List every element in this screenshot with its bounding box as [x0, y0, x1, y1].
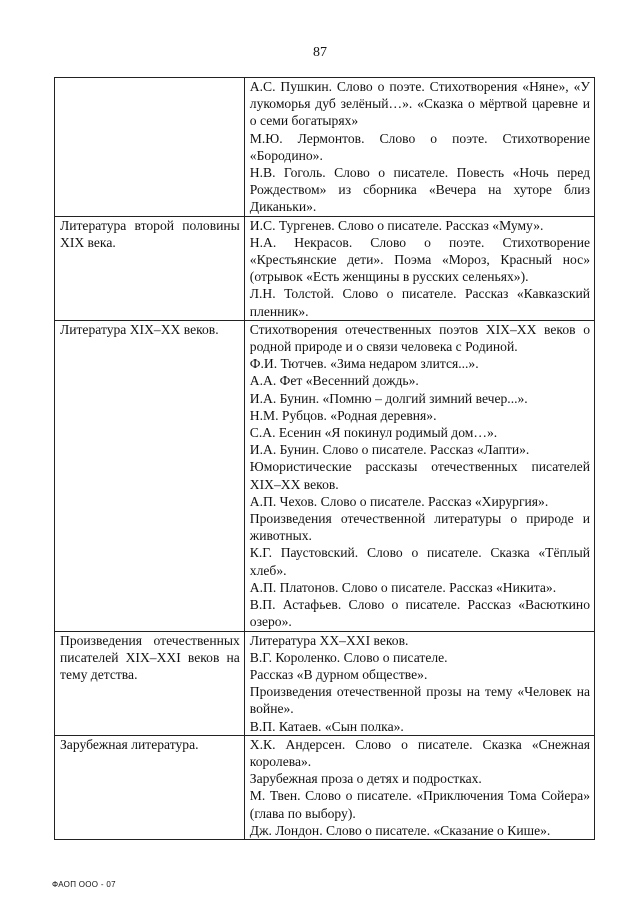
content-paragraph: А.П. Чехов. Слово о писателе. Рассказ «Хирургия». — [249, 493, 549, 509]
content-paragraph: Стихотворения отечественных поэтов XIX–XX веков о родной природе и о связи человека с Родиной. — [249, 321, 590, 355]
content-cell — [244, 735, 594, 839]
content-paragraph: М.Ю. Лермонтов. Слово о поэте. Стихотворение «Бородино». — [249, 130, 590, 163]
content-paragraph: Произведения отечественной литературы о природе и животных. — [249, 511, 590, 544]
content-paragraph: И.А. Бунин. «Помню – долгий зимний вечер...». — [249, 390, 528, 406]
topic-cell — [55, 631, 245, 735]
content-paragraph: И.А. Бунин. Слово о писателе. Рассказ «Лапти». — [249, 442, 530, 458]
literature-table — [54, 77, 595, 840]
topic-text: Литература XIX–XX веков. — [60, 321, 219, 337]
content-paragraph: Н.В. Гоголь. Слово о писателе. Повесть «Ночь перед Рождеством» из сборника «Вечера на хуторе близ Диканьки». — [249, 165, 590, 215]
content-paragraph: С.А. Есенин «Я покинул родимый дом…». — [249, 425, 498, 441]
content-cell — [244, 320, 594, 631]
topic-cell — [55, 735, 245, 839]
content-paragraph: И.С. Тургенев. Слово о писателе. Рассказ «Муму». — [249, 217, 544, 233]
topic-cell — [55, 216, 245, 320]
content-paragraph: А.С. Пушкин. Слово о поэте. Стихотворения «Няне», «У лукоморья дуб зелёный…». «Сказка о мёртвой царевне и о семи богатырях» — [249, 79, 590, 129]
content-paragraph: А.П. Платонов. Слово о писателе. Рассказ «Никита». — [249, 579, 557, 595]
table-row — [55, 216, 595, 320]
footer-code: ФАОП ООО - 07 — [52, 880, 116, 889]
content-paragraph: Ф.И. Тютчев. «Зима недаром злится...». — [249, 356, 479, 372]
table-row — [55, 78, 595, 217]
content-cell — [244, 631, 594, 735]
content-paragraph: В.П. Катаев. «Сын полка». — [249, 718, 404, 734]
topic-text: Зарубежная литература. — [60, 736, 199, 752]
table-row — [55, 735, 595, 839]
topic-text: Литература второй половины XIX века. — [60, 217, 240, 250]
content-paragraph: Дж. Лондон. Слово о писателе. «Сказание о Кише». — [249, 822, 551, 838]
content-paragraph: Литература XX–XXI веков. — [249, 632, 409, 648]
page-number: 87 — [313, 45, 327, 60]
content-paragraph: Н.А. Некрасов. Слово о поэте. Стихотворение «Крестьянские дети». Поэма «Мороз, Красный нос» (отрывок «Есть женщины в русских селеньях»). — [249, 234, 590, 285]
content-paragraph: Л.Н. Толстой. Слово о писателе. Рассказ «Кавказский пленник». — [249, 286, 590, 319]
table-row — [55, 631, 595, 735]
topic-cell — [55, 78, 245, 217]
content-paragraph: В.Г. Короленко. Слово о писателе. — [249, 649, 448, 665]
content-paragraph: Х.К. Андерсен. Слово о писателе. Сказка «Снежная королева». — [249, 736, 590, 769]
content-paragraph: Юмористические рассказы отечественных писателей XIX–XX веков. — [249, 459, 590, 492]
content-paragraph: Зарубежная проза о детях и подростках. — [249, 771, 482, 787]
content-cell — [244, 78, 594, 217]
content-paragraph: Произведения отечественной прозы на тему «Человек на войне». — [249, 684, 590, 717]
content-paragraph: Рассказ «В дурном обществе». — [249, 666, 428, 682]
topic-text: Произведения отечественных писателей XIX–XXI веков на тему детства. — [60, 632, 240, 682]
content-paragraph: В.П. Астафьев. Слово о писателе. Рассказ «Васюткино озеро». — [249, 597, 590, 630]
table-row — [55, 320, 595, 631]
content-paragraph: К.Г. Паустовский. Слово о писателе. Сказка «Тёплый хлеб». — [249, 545, 590, 578]
content-cell — [244, 216, 594, 320]
content-paragraph: Н.М. Рубцов. «Родная деревня». — [249, 407, 437, 423]
topic-cell — [55, 320, 245, 631]
content-paragraph: М. Твен. Слово о писателе. «Приключения Тома Сойера» (глава по выбору). — [249, 788, 590, 821]
content-paragraph: А.А. Фет «Весенний дождь». — [249, 373, 419, 389]
